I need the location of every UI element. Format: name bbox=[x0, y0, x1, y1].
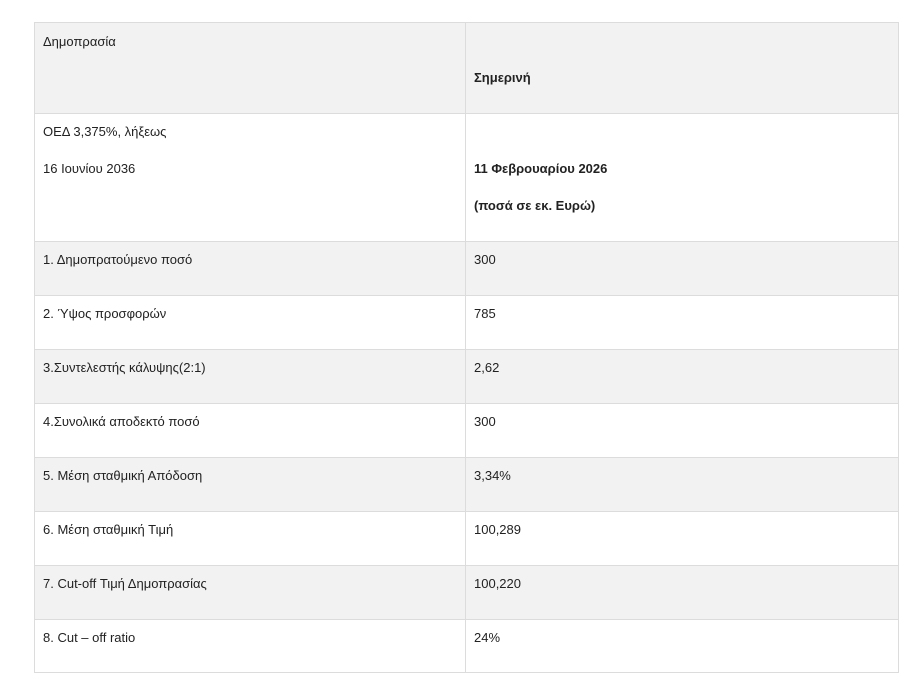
row-value: 24% bbox=[474, 630, 501, 645]
row-label: 3.Συντελεστής κάλυψης(2:1) bbox=[43, 360, 206, 375]
row-value-cell bbox=[466, 566, 899, 620]
table-row bbox=[35, 242, 899, 296]
row-label-cell bbox=[35, 404, 466, 458]
auction-results-table bbox=[34, 22, 899, 673]
header-cell-current bbox=[466, 23, 899, 114]
row-label: 7. Cut-off Τιμή Δημοπρασίας bbox=[43, 576, 207, 591]
row-value-cell bbox=[466, 512, 899, 566]
row-label: 2. Ύψος προσφορών bbox=[43, 306, 167, 321]
row-label: 1. Δημοπρατούμενο ποσό bbox=[43, 252, 193, 267]
table-row bbox=[35, 404, 899, 458]
table-header-row bbox=[35, 23, 899, 114]
row-value: 785 bbox=[474, 306, 496, 321]
bond-maturity: 16 Ιουνίου 2036 bbox=[43, 161, 136, 176]
row-label-cell bbox=[35, 620, 466, 673]
bond-name: ΟΕΔ 3,375%, λήξεως bbox=[43, 124, 167, 139]
table-row bbox=[35, 512, 899, 566]
row-value: 300 bbox=[474, 414, 496, 429]
row-value-cell bbox=[466, 242, 899, 296]
table-row bbox=[35, 350, 899, 404]
auction-date: 11 Φεβρουαρίου 2026 bbox=[474, 161, 608, 176]
row-label: 5. Μέση σταθμική Απόδοση bbox=[43, 468, 203, 483]
row-value: 3,34% bbox=[474, 468, 511, 483]
row-value-cell bbox=[466, 350, 899, 404]
row-label-cell bbox=[35, 512, 466, 566]
row-label: 4.Συνολικά αποδεκτό ποσό bbox=[43, 414, 200, 429]
row-label-cell bbox=[35, 566, 466, 620]
table-subheader-row bbox=[35, 114, 899, 242]
auction-date-cell bbox=[466, 114, 899, 242]
row-value-cell bbox=[466, 458, 899, 512]
row-label-cell bbox=[35, 350, 466, 404]
row-value: 2,62 bbox=[474, 360, 500, 375]
row-value: 100,289 bbox=[474, 522, 521, 537]
row-label-cell bbox=[35, 296, 466, 350]
table-row bbox=[35, 566, 899, 620]
row-label-cell bbox=[35, 242, 466, 296]
row-value-cell bbox=[466, 620, 899, 673]
header-auction-label: Δημοπρασία bbox=[43, 34, 116, 49]
header-current-label: Σημερινή bbox=[474, 70, 531, 85]
amount-unit-note: (ποσά σε εκ. Ευρώ) bbox=[474, 198, 596, 213]
row-value: 300 bbox=[474, 252, 496, 267]
row-value-cell bbox=[466, 404, 899, 458]
bond-description-cell bbox=[35, 114, 466, 242]
row-value-cell bbox=[466, 296, 899, 350]
auction-results-container bbox=[34, 22, 898, 673]
row-label: 8. Cut – off ratio bbox=[43, 630, 136, 645]
table-row bbox=[35, 296, 899, 350]
row-label-cell bbox=[35, 458, 466, 512]
row-label: 6. Μέση σταθμική Τιμή bbox=[43, 522, 174, 537]
table-row bbox=[35, 620, 899, 673]
header-cell-auction bbox=[35, 23, 466, 114]
table-row bbox=[35, 458, 899, 512]
row-value: 100,220 bbox=[474, 576, 521, 591]
